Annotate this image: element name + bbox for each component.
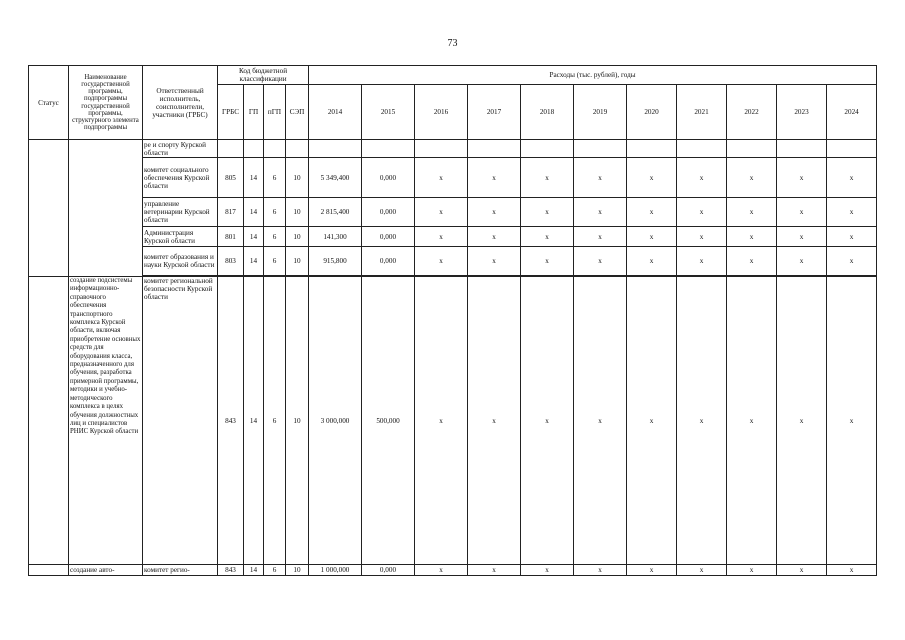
value-cell: 0,000 [362,227,415,247]
value-cell: x [521,565,574,576]
value-cell: x [521,158,574,198]
header-gp: ГП [244,85,264,140]
value-cell: x [574,565,627,576]
value-cell: x [727,227,777,247]
value-cell: x [727,565,777,576]
value-cell: x [727,198,777,227]
header-year-2015: 2015 [362,85,415,140]
value-cell: x [727,158,777,198]
value-cell: x [777,198,827,227]
value-cell: x [677,277,727,565]
responsible-cell: комитет образования и науки Курской области [143,247,218,276]
pgp-cell: 6 [264,158,286,198]
value-cell: x [574,227,627,247]
value-cell: 0,000 [362,158,415,198]
value-cell: x [574,198,627,227]
header-pgp: пГП [264,85,286,140]
value-cell: x [827,198,877,227]
value-cell: x [521,198,574,227]
responsible-cell: Администрация Курской области [143,227,218,247]
value-cell: x [627,158,677,198]
value-cell: 141,300 [309,227,362,247]
value-cell: x [627,227,677,247]
responsible-cell: комитет регио- [143,565,218,576]
table-row [29,227,877,247]
table-row [29,140,877,158]
value-cell: x [727,277,777,565]
header-year-2014: 2014 [309,85,362,140]
value-cell: x [468,247,521,276]
name-cell [69,140,143,277]
header-year-2017: 2017 [468,85,521,140]
value-cell: x [415,565,468,576]
grbs-cell: 805 [218,158,244,198]
status-cell [29,277,69,565]
value-cell: x [627,198,677,227]
header-year-2020: 2020 [627,85,677,140]
value-cell: x [677,247,727,276]
header-year-2024: 2024 [827,85,877,140]
value-cell: x [468,227,521,247]
gp-cell: 14 [244,277,264,565]
value-cell: x [574,277,627,565]
value-cell: 915,800 [309,247,362,276]
header-year-2018: 2018 [521,85,574,140]
gp-cell: 14 [244,158,264,198]
header-name: Наименование государственной программы, подпрограммы государственной программы, структурного элемента подпрограммы [69,66,143,140]
header-year-2021: 2021 [677,85,727,140]
value-cell: x [777,158,827,198]
table-row [29,565,877,576]
value-cell: x [521,247,574,276]
table-row [29,277,877,565]
header-budget-code: Код бюджетной классификации [218,66,309,85]
sep-cell: 10 [286,247,309,276]
grbs-cell: 801 [218,227,244,247]
value-cell: x [468,198,521,227]
value-cell: x [415,247,468,276]
value-cell: x [627,565,677,576]
value-cell: 3 000,000 [309,277,362,565]
value-cell: x [827,565,877,576]
responsible-cell: комитет социального обеспечения Курской области [143,158,218,198]
sep-cell: 10 [286,158,309,198]
status-cell [29,565,69,576]
value-cell: x [468,565,521,576]
name-cell: создание подсистемы информационно-справочного обеспечения транспортного комплекса Курской области, включая приобретение основных средств для оборудования класса, предназначенного для обучения, разработка примерной программы, методики и учебно-методического комплекса в целях обучения должностных лиц и специалистов РНИС Курской области [69,277,143,565]
page-number: 73 [447,38,458,49]
value-cell: x [827,227,877,247]
value-cell: 500,000 [362,277,415,565]
sep-cell: 10 [286,198,309,227]
header-grbs: ГРБС [218,85,244,140]
value-cell: x [574,158,627,198]
value-cell: x [827,277,877,565]
name-cell: создание авто- [69,565,143,576]
table-row [29,158,877,198]
header-year-2022: 2022 [727,85,777,140]
budget-table [28,65,877,576]
value-cell: 2 815,400 [309,198,362,227]
header-year-2023: 2023 [777,85,827,140]
gp-cell: 14 [244,227,264,247]
header-year-2016: 2016 [415,85,468,140]
table-row [29,198,877,227]
gp-cell: 14 [244,247,264,276]
header-status: Статус [29,66,69,140]
status-cell [29,140,69,277]
value-cell: x [415,227,468,247]
value-cell: 1 000,000 [309,565,362,576]
header-year-2019: 2019 [574,85,627,140]
pgp-cell: 6 [264,198,286,227]
gp-cell: 14 [244,198,264,227]
pgp-cell: 6 [264,227,286,247]
value-cell: x [827,247,877,276]
header-expenses: Расходы (тыс. рублей), годы [309,66,877,85]
value-cell: x [777,247,827,276]
value-cell: x [415,277,468,565]
sep-cell: 10 [286,565,309,576]
sep-cell: 10 [286,227,309,247]
value-cell: x [677,198,727,227]
gp-cell: 14 [244,565,264,576]
value-cell: x [468,277,521,565]
value-cell: x [827,158,877,198]
grbs-cell: 803 [218,247,244,276]
grbs-cell: 843 [218,277,244,565]
value-cell: x [468,158,521,198]
sep-cell: 10 [286,277,309,565]
header-sep: СЭП [286,85,309,140]
grbs-cell: 843 [218,565,244,576]
value-cell: x [627,247,677,276]
value-cell: x [521,277,574,565]
pgp-cell: 6 [264,277,286,565]
value-cell: x [777,277,827,565]
value-cell: x [627,277,677,565]
pgp-cell: 6 [264,247,286,276]
value-cell: x [777,227,827,247]
value-cell: x [677,227,727,247]
table-row [29,247,877,276]
responsible-cell: управление ветеринарии Курской области [143,198,218,227]
value-cell: x [574,247,627,276]
value-cell: x [415,158,468,198]
value-cell: x [727,247,777,276]
value-cell: x [677,565,727,576]
pgp-cell: 6 [264,565,286,576]
value-cell: 0,000 [362,565,415,576]
responsible-cell: ре и спорту Курской области [143,140,218,158]
responsible-cell: комитет региональной безопасности Курской области [143,277,218,565]
value-cell: 5 349,400 [309,158,362,198]
grbs-cell: 817 [218,198,244,227]
value-cell: x [777,565,827,576]
value-cell: 0,000 [362,247,415,276]
value-cell: 0,000 [362,198,415,227]
value-cell: x [677,158,727,198]
value-cell: x [521,227,574,247]
value-cell: x [415,198,468,227]
header-responsible: Ответственный исполнитель, соисполнители, участники (ГРБС) [143,66,218,140]
